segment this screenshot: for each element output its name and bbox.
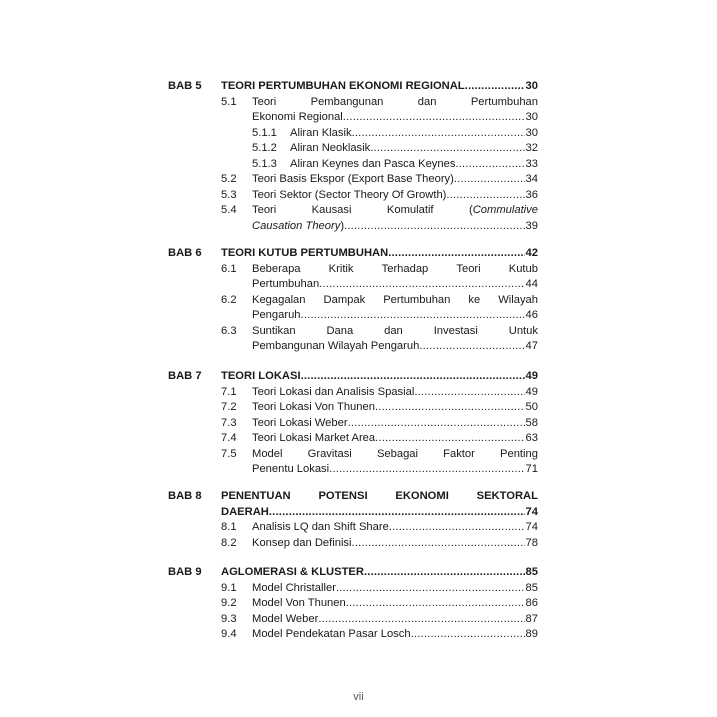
word: SEKTORAL (476, 490, 538, 502)
word: Teori (456, 262, 481, 275)
section-number: 9.3 (221, 612, 237, 625)
section-number: 9.4 (221, 628, 237, 640)
section-number: 7.5 (221, 447, 237, 460)
word: Beberapa (252, 262, 301, 275)
italic-word: Commulative (472, 204, 538, 216)
entry-page-number: 36 (525, 188, 538, 201)
word: Dampak (323, 293, 366, 306)
word: (Commulative (468, 204, 538, 216)
entry-text: Analisis LQ dan Shift Share (252, 521, 389, 533)
entry-text: Model Von Thunen (252, 597, 346, 609)
subsection-entry[interactable] (290, 126, 538, 141)
word: Wilayah (498, 293, 538, 306)
dot-leader (388, 246, 524, 261)
entry-page-number: 30 (525, 126, 538, 139)
entry-text: Teori Sektor (Sector Theory Of Growth) (252, 188, 447, 201)
section-title-line1 (252, 324, 538, 339)
section-entry[interactable] (252, 627, 538, 642)
chapter-label: BAB 8 (168, 490, 202, 502)
section-entry[interactable] (252, 416, 538, 431)
dot-leader (343, 110, 525, 125)
word: Kegagalan (252, 293, 306, 306)
chapter-title-entry[interactable] (221, 246, 538, 261)
subsection-entry[interactable] (290, 141, 538, 156)
section-number: 7.1 (221, 385, 237, 398)
section-number: 6.3 (221, 324, 237, 337)
dot-leader (455, 157, 524, 172)
chapter-label: BAB 6 (168, 247, 202, 259)
word: Sebagai (376, 447, 418, 460)
chapter-label: BAB 7 (168, 370, 202, 382)
entry-text: Teori Lokasi dan Analisis Spasial (252, 385, 415, 398)
entry-page-number: 71 (525, 463, 538, 475)
section-number: 7.2 (221, 401, 237, 413)
section-entry[interactable] (252, 596, 538, 611)
chapter-title-entry[interactable] (221, 79, 538, 94)
word: Suntikan (252, 324, 296, 337)
dot-leader (419, 339, 524, 354)
word: Pertumbuhan (383, 293, 451, 306)
section-entry[interactable] (252, 277, 538, 292)
word: Teori (252, 95, 277, 108)
entry-page-number: 32 (525, 142, 538, 154)
entry-page-number: 34 (525, 173, 538, 185)
entry-text: Penentu Lokasi (252, 463, 330, 475)
dot-leader (370, 141, 524, 156)
dot-leader (348, 416, 525, 431)
word: Untuk (508, 324, 538, 337)
word: POTENSI (318, 490, 368, 502)
entry-page-number: 50 (525, 401, 538, 413)
section-entry[interactable] (252, 172, 538, 187)
section-entry[interactable] (252, 219, 538, 234)
dot-leader (352, 536, 525, 551)
section-entry[interactable] (252, 308, 538, 323)
dot-leader (389, 520, 525, 535)
entry-page-number: 30 (525, 111, 538, 123)
entry-text: Teori Basis Ekspor (Export Base Theory) (252, 173, 454, 185)
section-entry[interactable] (252, 536, 538, 551)
entry-text: Model Pendekatan Pasar Losch (252, 628, 411, 640)
entry-text: TEORI PERTUMBUHAN EKONOMI REGIONAL (221, 80, 465, 92)
entry-text: Pembangunan Wilayah Pengaruh (252, 340, 420, 352)
section-number: 6.2 (221, 293, 237, 306)
entry-page-number: 49 (525, 370, 538, 382)
section-entry[interactable] (252, 400, 538, 415)
entry-text: Teori Lokasi Weber (252, 416, 348, 429)
entry-text-italic: Causation Theory (252, 219, 341, 232)
dot-leader (318, 612, 524, 627)
word: Faktor (443, 447, 475, 460)
dot-leader (269, 505, 525, 520)
dot-leader (336, 581, 525, 596)
section-number: 5.3 (221, 188, 237, 201)
dot-leader (319, 277, 524, 292)
subsection-number: 5.1.1 (252, 126, 277, 139)
subsection-number: 5.1.3 (252, 157, 277, 170)
entry-page-number: 74 (525, 521, 538, 533)
word: Teori (252, 204, 277, 216)
word: PENENTUAN (221, 490, 291, 502)
entry-page-number: 42 (525, 247, 538, 259)
word: dan (417, 95, 437, 108)
word: Kausasi (311, 204, 352, 216)
word: Penting (500, 447, 538, 460)
word: Kritik (328, 262, 354, 275)
section-entry[interactable] (252, 110, 538, 125)
section-title-line1 (252, 262, 538, 277)
chapter-label: BAB 5 (168, 80, 202, 92)
dot-leader (352, 126, 525, 141)
entry-text: Ekonomi Regional (252, 111, 343, 123)
subsection-number: 5.1.2 (252, 142, 277, 154)
entry-text: Aliran Keynes dan Pasca Keynes (290, 157, 456, 170)
entry-text: DAERAH (221, 505, 269, 518)
dot-leader (465, 79, 525, 94)
chapter-title-line1 (221, 489, 538, 504)
dot-leader (375, 400, 525, 415)
section-entry[interactable] (252, 612, 538, 627)
entry-page-number: 58 (525, 416, 538, 429)
page-number: vii (353, 691, 364, 703)
section-entry[interactable] (252, 520, 538, 535)
section-entry[interactable] (252, 188, 538, 203)
entry-page-number: 30 (525, 80, 538, 92)
section-title-line1 (252, 447, 538, 462)
section-number: 7.4 (221, 432, 237, 444)
entry-page-number: 89 (525, 628, 538, 640)
word: dan (384, 324, 403, 337)
subsection-entry[interactable] (290, 157, 538, 172)
entry-text: Model Christaller (252, 581, 336, 594)
section-number: 5.4 (221, 204, 237, 216)
section-title-line1 (252, 293, 538, 308)
entry-page-number: 46 (525, 309, 538, 321)
section-title-line1 (252, 95, 538, 110)
entry-text: Teori Lokasi Market Area (252, 432, 376, 444)
entry-text: TEORI LOKASI (221, 370, 301, 382)
entry-text: TEORI KUTUB PERTUMBUHAN (221, 247, 389, 259)
dot-leader (411, 627, 525, 642)
entry-page-number: 49 (525, 385, 538, 398)
dot-leader (375, 431, 524, 446)
word: ke (468, 293, 481, 306)
section-number: 9.1 (221, 581, 237, 594)
section-number: 5.1 (221, 95, 237, 108)
word: Investasi (433, 324, 478, 337)
chapter-title-entry[interactable] (221, 565, 538, 580)
entry-page-number: 86 (525, 597, 538, 609)
entry-text (252, 219, 344, 234)
section-number: 5.2 (221, 173, 237, 185)
word: Pertumbuhan (470, 95, 538, 108)
dot-leader (346, 596, 525, 611)
entry-text: Model Weber (252, 612, 319, 625)
word: Terhadap (381, 262, 429, 275)
dot-leader (446, 188, 524, 203)
chapter-title-entry[interactable] (221, 369, 538, 384)
dot-leader (329, 462, 524, 477)
section-title-line1 (252, 203, 538, 218)
entry-page-number: 78 (525, 536, 538, 549)
entry-text: Pengaruh (252, 309, 301, 321)
dot-leader (414, 385, 524, 400)
entry-text: Konsep dan Definisi (252, 536, 352, 549)
entry-page-number: 33 (525, 157, 538, 170)
entry-page-number: 74 (525, 505, 538, 518)
entry-text: Aliran Neoklasik (290, 142, 371, 154)
section-entry[interactable] (252, 339, 538, 354)
word: EKONOMI (395, 490, 449, 502)
entry-page-number: 87 (525, 612, 538, 625)
dot-leader (364, 565, 525, 580)
section-entry[interactable] (252, 431, 538, 446)
dot-leader (301, 308, 525, 323)
word: Model (252, 447, 283, 460)
entry-page-number: 85 (525, 566, 538, 578)
entry-page-number: 47 (525, 340, 538, 352)
section-entry[interactable] (252, 462, 538, 477)
word: Komulatif (386, 204, 434, 216)
entry-text: Aliran Klasik (290, 126, 352, 139)
chapter-label: BAB 9 (168, 566, 202, 578)
chapter-title-entry[interactable] (221, 505, 538, 520)
entry-page-number: 63 (525, 432, 538, 444)
entry-text-rest: ) (340, 219, 345, 232)
section-entry[interactable] (252, 581, 538, 596)
entry-text: AGLOMERASI & KLUSTER (221, 566, 364, 578)
section-number: 9.2 (221, 597, 237, 609)
entry-text: Pertumbuhan (252, 278, 320, 290)
entry-page-number: 44 (525, 278, 538, 290)
section-number: 8.1 (221, 521, 237, 533)
section-number: 6.1 (221, 262, 237, 275)
section-number: 8.2 (221, 536, 237, 549)
entry-text: Teori Lokasi Von Thunen (252, 401, 375, 413)
section-entry[interactable] (252, 385, 538, 400)
dot-leader (454, 172, 525, 187)
word: Pembangunan (310, 95, 384, 108)
entry-page-number: 39 (525, 219, 538, 232)
entry-page-number: 85 (525, 581, 538, 594)
word: Gravitasi (307, 447, 352, 460)
section-number: 7.3 (221, 416, 237, 429)
dot-leader (344, 219, 525, 234)
word: Kutub (508, 262, 538, 275)
word: Dana (326, 324, 354, 337)
dot-leader (301, 369, 525, 384)
